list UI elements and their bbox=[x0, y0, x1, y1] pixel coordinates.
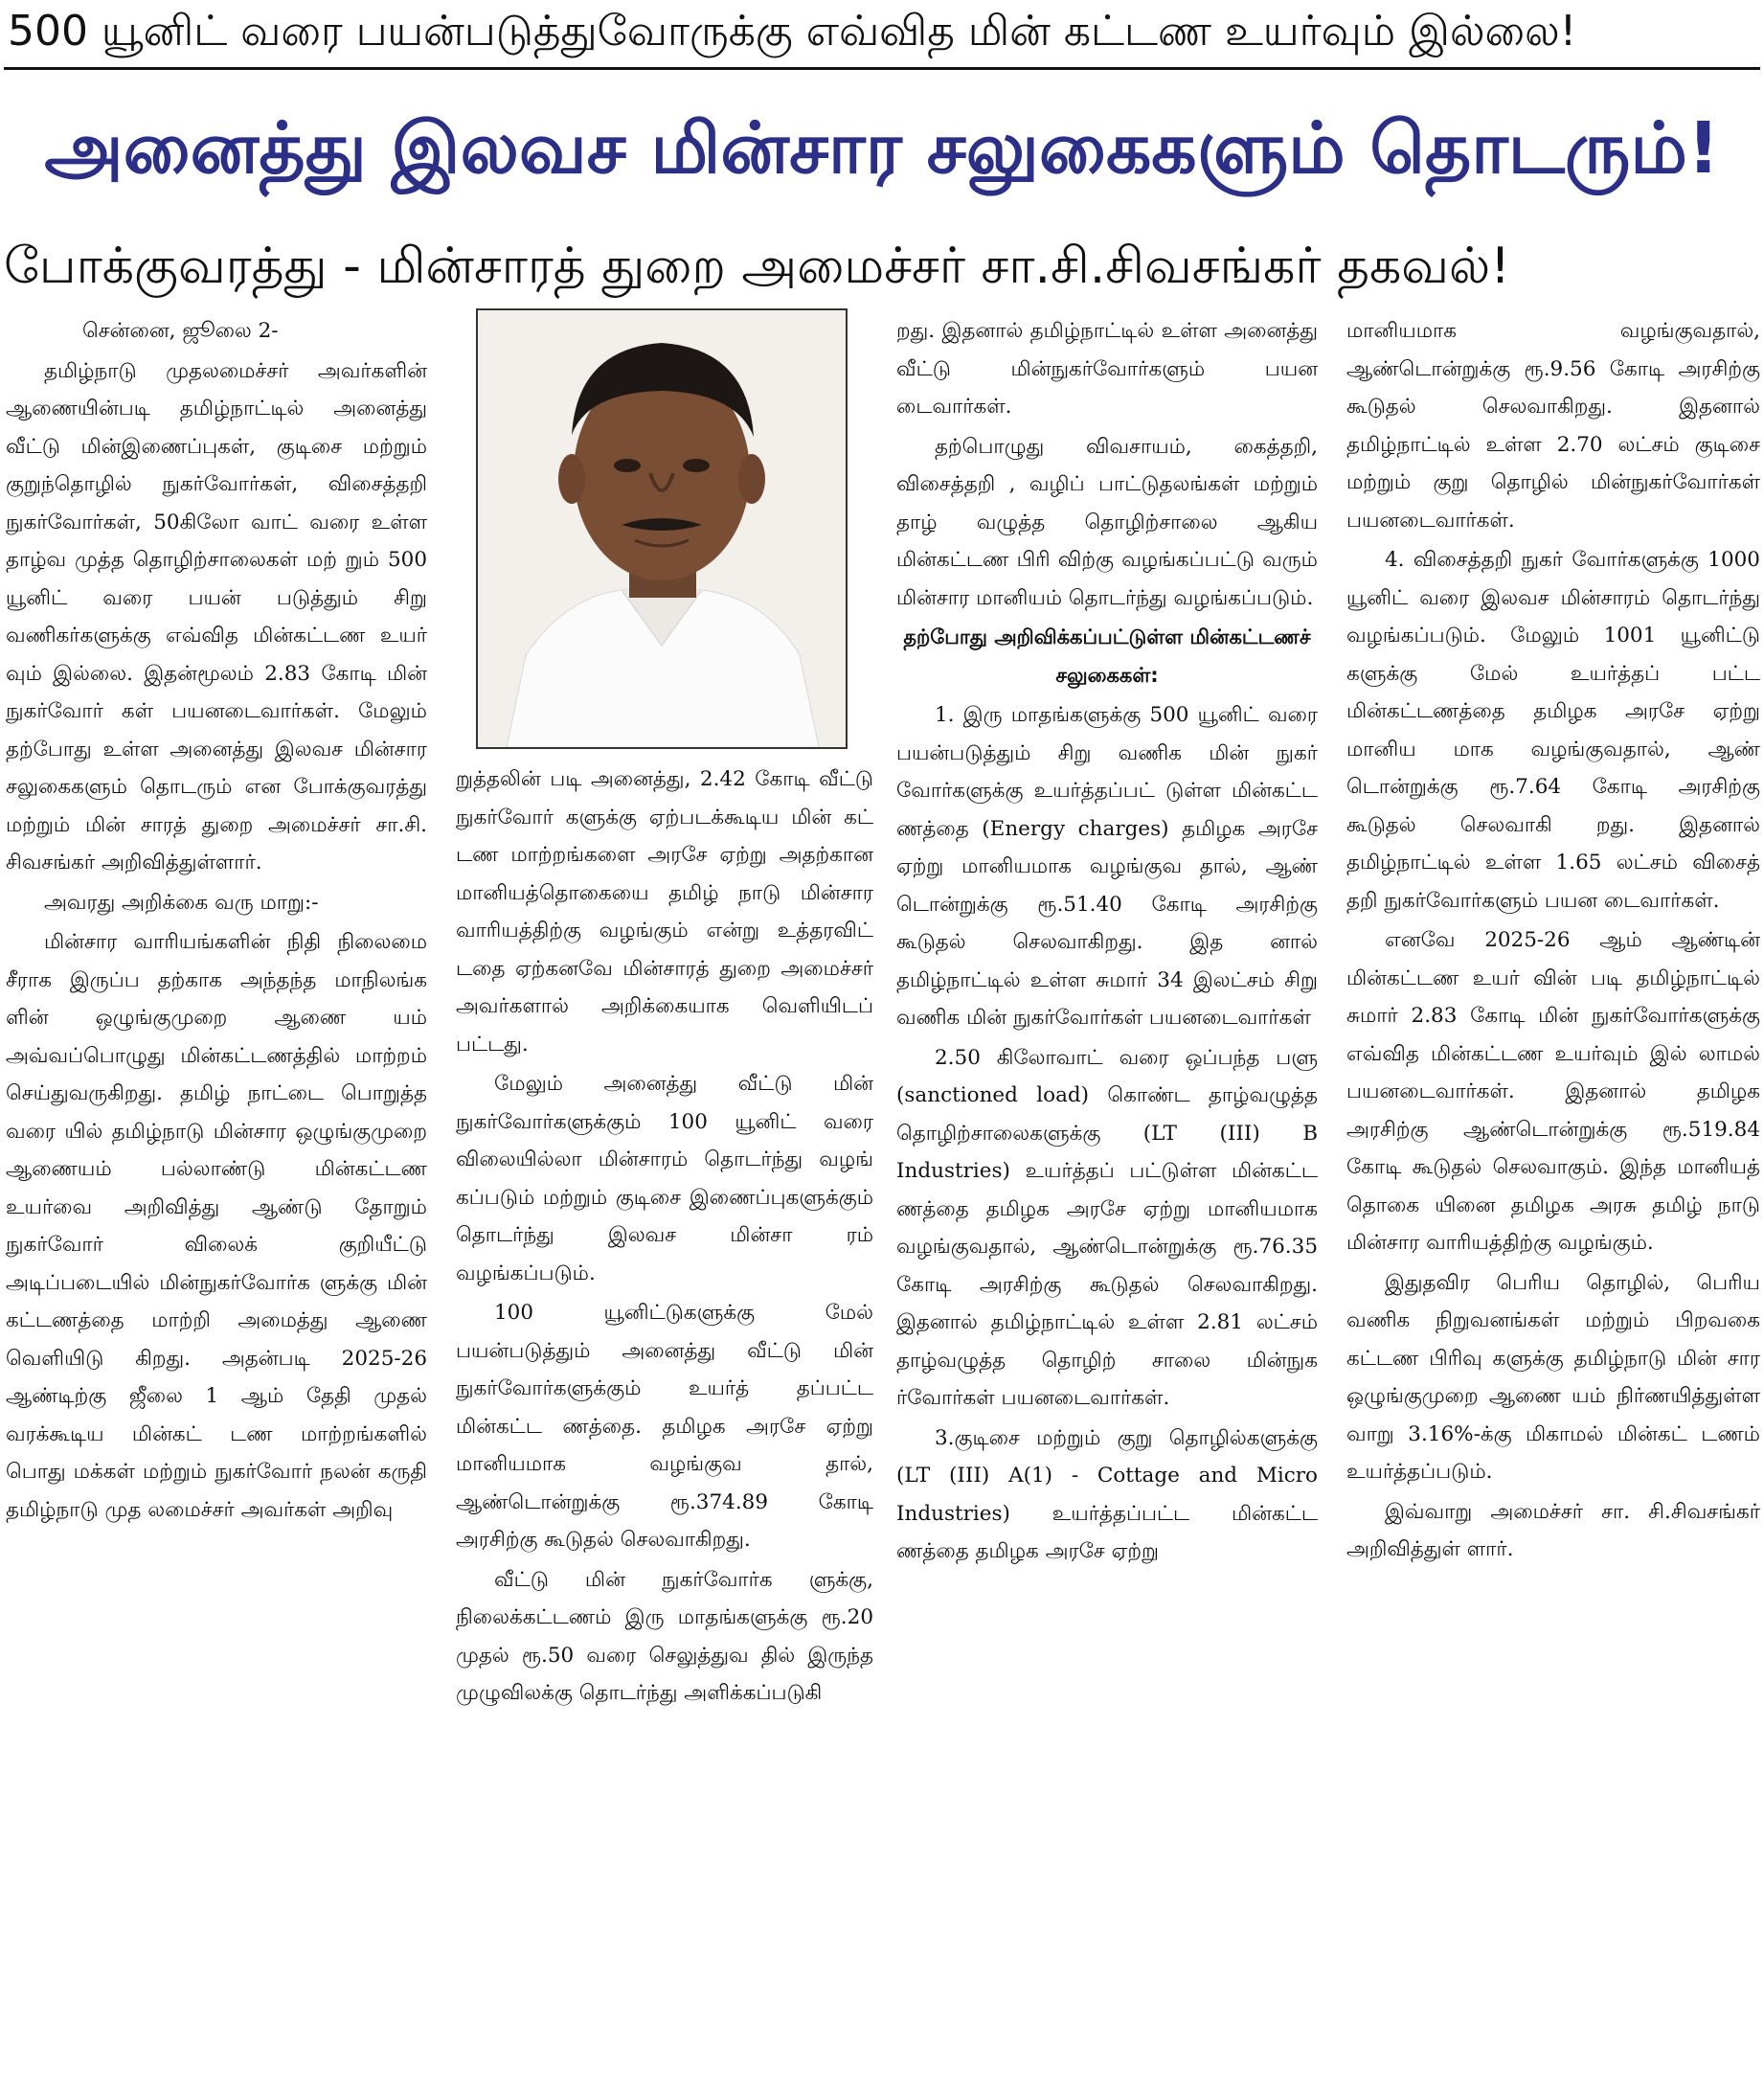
minister-photo bbox=[476, 308, 848, 749]
dateline: சென்னை, ஜூலை 2- bbox=[82, 319, 279, 343]
main-headline: அனைத்து இலவச மின்சார சலுகைகளும் தொடரும்! bbox=[44, 107, 1720, 190]
paragraph: எனவே 2025-26 ஆம் ஆண்டின் மின்கட்டண உயர் வின் படி தமிழ்நாட்டில் சுமார் 2.83 கோடி மின் நுகர்வோர்களுக்கு எவ்வித மின்கட்டண உயர்வும் இல் லாமல் பயனடைவார்கள். இதனால் தமிழக அரசிற்கு ஆண்டொன்றுக்கு ரூ.519.84 கோடி கூடுதல் செலவாகும். இந்த மானியத் தொகை யினை தமிழக அரசு தமிழ் நாடு மின்சார வாரியத்திற்கு வழங்கும். bbox=[1346, 928, 1760, 1255]
paragraph: றது. இதனால் தமிழ்நாட்டில் உள்ள அனைத்து வீட்டு மின்நுகர்வோர்களும் பயன டைவார்கள். bbox=[896, 319, 1318, 419]
paragraph: 100 யூனிட்டுகளுக்கு மேல் பயன்படுத்தும் அனைத்து வீட்டு மின் நுகர்வோர்களுக்கும் உயர்த் தப்பட்ட மின்கட்ட ணத்தை. தமிழக அரசே ஏற்று மானியமாக வழங்குவ தால், ஆண்டொன்றுக்கு ரூ.374.89 கோடி அரசிற்கு கூடுதல் செலவாகிறது. bbox=[456, 1301, 873, 1552]
paragraph: அவரது அறிக்கை வரு மாறு:- bbox=[44, 890, 319, 915]
paragraph: மேலும் அனைத்து வீட்டு மின் நுகர்வோர்களுக்கும் 100 யூனிட் வரை விலையில்லா மின்சாரம் தொடர்ந்து வழங் கப்படும் மற்றும் குடிசை இணைப்புகளுக்கும் தொடர்ந்து இலவச மின்சா ரம் வழங்கப்படும். bbox=[456, 1072, 873, 1285]
paragraph: இதுதவிர பெரிய தொழில், பெரிய வணிக நிறுவனங்கள் மற்றும் பிறவகை கட்டண பிரிவு களுக்கு தமிழ்நாடு மின் சார ஒழுங்குமுறை ஆணை யம் நிர்ணயித்துள்ள வாறு 3.16%-க்கு மிகாமல் மின்கட் டணம் உயர்த்தப்படும். bbox=[1346, 1270, 1760, 1484]
paragraph: 4. விசைத்தறி நுகர் வோர்களுக்கு 1000 யூனிட் வரை இலவச மின்சாரம் தொடர்ந்து வழங்கப்படும். மேலும் 1001 யூனிட்டு களுக்கு மேல் உயர்த்தப் பட்ட மின்கட்டணத்தை தமிழக அரசே ஏற்று மானிய மாக வழங்குவதால், ஆண் டொன்றுக்கு ரூ.7.64 கோடி அரசிற்கு கூடுதல் செலவாகி றது. இதனால் தமிழ்நாட்டில் உள்ள 1.65 லட்சம் விசைத் தறி நுகர்வோர்களும் பயன டைவார்கள். bbox=[1346, 548, 1760, 913]
kicker-headline: 500 யூனிட் வரை பயன்படுத்துவோருக்கு எவ்வித மின் கட்டண உயர்வும் இல்லை! bbox=[8, 7, 1577, 56]
paragraph: மானியமாக வழங்குவதால், ஆண்டொன்றுக்கு ரூ.9.56 கோடி அரசிற்கு கூடுதல் செலவாகிறது. இதனால் தமிழ்நாட்டில் உள்ள 2.70 லட்சம் குடிசை மற்றும் குறு தொழில் மின்நுகர்வோர்கள் பயனடைவார்கள். bbox=[1346, 319, 1760, 533]
paragraph: இவ்வாறு அமைச்சர் சா. சி.சிவசங்கர் அறிவித்துள் ளார். bbox=[1346, 1499, 1760, 1561]
section-subheading: தற்போது அறிவிக்கப்பட்டுள்ள மின்கட்டணச் சலுகைகள்: bbox=[903, 625, 1311, 687]
article-column-1 bbox=[6, 312, 427, 2086]
paragraph: தற்பொழுது விவசாயம், கைத்தறி, விசைத்தறி , வழிப் பாட்டுதலங்கள் மற்றும் தாழ் வழுத்த தொழிற்சாலை ஆகிய மின்கட்டண பிரி விற்கு வழங்கப்பட்டு வரும் மின்சார மானியம் தொடர்ந்து வழங்கப்படும். bbox=[896, 434, 1318, 610]
paragraph: வீட்டு மின் நுகர்வோர்க ளுக்கு, நிலைக்கட்டணம் இரு மாதங்களுக்கு ரூ.20 முதல் ரூ.50 வரை செலுத்துவ தில் இருந்த முழுவிலக்கு தொடர்ந்து அளிக்கப்படுகி bbox=[456, 1567, 873, 1705]
article-column-2 bbox=[456, 761, 873, 2086]
paragraph: 1. இரு மாதங்களுக்கு 500 யூனிட் வரை பயன்படுத்தும் சிறு வணிக மின் நுகர் வோர்களுக்கு உயர்த்தப்பட் டுள்ள மின்கட்ட ணத்தை (Energy charges) தமிழக அரசே ஏற்று மானியமாக வழங்குவ தால், ஆண் டொன்றுக்கு ரூ.51.40 கோடி அரசிற்கு கூடுதல் செலவாகிறது. இத னால் தமிழ்நாட்டில் உள்ள சுமார் 34 இலட்சம் சிறு வணிக மின் நுகர்வோர்கள் பயனடைவார்கள் bbox=[896, 703, 1318, 1030]
paragraph: 2.50 கிலோவாட் வரை ஒப்பந்த பளு (sanctioned load) கொண்ட தாழ்வழுத்த தொழிற்சாலைகளுக்கு (LT (III) B Industries) உயர்த்தப் பட்டுள்ள மின்கட்ட ணத்தை தமிழக அரசே ஏற்று மானியமாக வழங்குவதால், ஆண்டொன்றுக்கு ரூ.76.35 கோடி அரசிற்கு கூடுதல் செலவாகிறது. இதனால் தமிழ்நாட்டில் உள்ள 2.81 லட்சம் தாழ்வழுத்த தொழிற் சாலை மின்நுக ர்வோர்கள் பயனடைவார்கள். bbox=[896, 1045, 1318, 1410]
article-column-3 bbox=[896, 312, 1318, 2086]
sub-headline: போக்குவரத்து - மின்சாரத் துறை அமைச்சர் சா.சி.சிவசங்கர் தகவல்! bbox=[4, 238, 1510, 295]
header-rule bbox=[4, 67, 1760, 70]
paragraph: 3.குடிசை மற்றும் குறு தொழில்களுக்கு (LT (III) A(1) - Cottage and Micro Industries) உயர்த்தப்பட்ட மின்கட்ட ணத்தை தமிழக அரசே ஏற்று bbox=[896, 1425, 1318, 1563]
paragraph: றுத்தலின் படி அனைத்து, 2.42 கோடி வீட்டு நுகர்வோர் களுக்கு ஏற்படக்கூடிய மின் கட் டண மாற்றங்களை அரசே ஏற்று அதற்கான மானியத்தொகையை தமிழ் நாடு மின்சார வாரியத்திற்கு வழங்கும் என்று உத்தரவிட் டதை ஏற்கனவே மின்சாரத் துறை அமைச்சர் அவர்களால் அறிக்கையாக வெளியிடப் பட்டது. bbox=[456, 767, 873, 1056]
paragraph: தமிழ்நாடு முதலமைச்சர் அவர்களின் ஆணையின்படி தமிழ்நாட்டில் அனைத்து வீட்டு மின்இணைப்புகள், குடிசை மற்றும் குறுந்தொழில் நுகர்வோர்கள், விசைத்தறி நுகர்வோர்கள், 50கிலோ வாட் வரை உள்ள தாழ்வ முத்த தொழிற்சாலைகள் மற் றும் 500 யூனிட் வரை பயன் படுத்தும் சிறு வணிகர்களுக்கு எவ்வித மின்கட்டண உயர் வும் இல்லை. இதன்மூலம் 2.83 கோடி மின் நுகர்வோர் கள் பயனடைவார்கள். மேலும் தற்போது உள்ள அனைத்து இலவச மின்சார சலுகைகளும் தொடரும் என போக்குவரத்து மற்றும் மின் சாரத் துறை அமைச்சர் சா.சி. சிவசங்கர் அறிவித்துள்ளார். bbox=[6, 358, 427, 875]
portrait-image bbox=[478, 310, 846, 747]
article-column-4 bbox=[1346, 312, 1760, 2086]
paragraph: மின்சார வாரியங்களின் நிதி நிலைமை சீராக இருப்ப தற்காக அந்தந்த மாநிலங்க ளின் ஒழுங்குமுறை ஆணை யம் அவ்வப்பொழுது மின்கட்டணத்தில் மாற்றம் செய்துவருகிறது. தமிழ் நாட்டை பொறுத்த வரை யில் தமிழ்நாடு மின்சார ஒழுங்குமுறை ஆணையம் பல்லாண்டு மின்கட்டண உயர்வை அறிவித்து ஆண்டு தோறும் நுகர்வோர் விலைக் குறியீட்டு அடிப்படையில் மின்நுகர்வோர்க ளுக்கு மின் கட்டணத்தை மாற்றி அமைத்து ஆணை வெளியிடு கிறது. அதன்படி 2025-26 ஆண்டிற்கு ஜீலை 1 ஆம் தேதி முதல் வரக்கூடிய மின்கட் டண மாற்றங்களில் பொது மக்கள் மற்றும் நுகர்வோர் நலன் கருதி தமிழ்நாடு முத லமைச்சர் அவர்கள் அறிவு bbox=[6, 930, 427, 1522]
